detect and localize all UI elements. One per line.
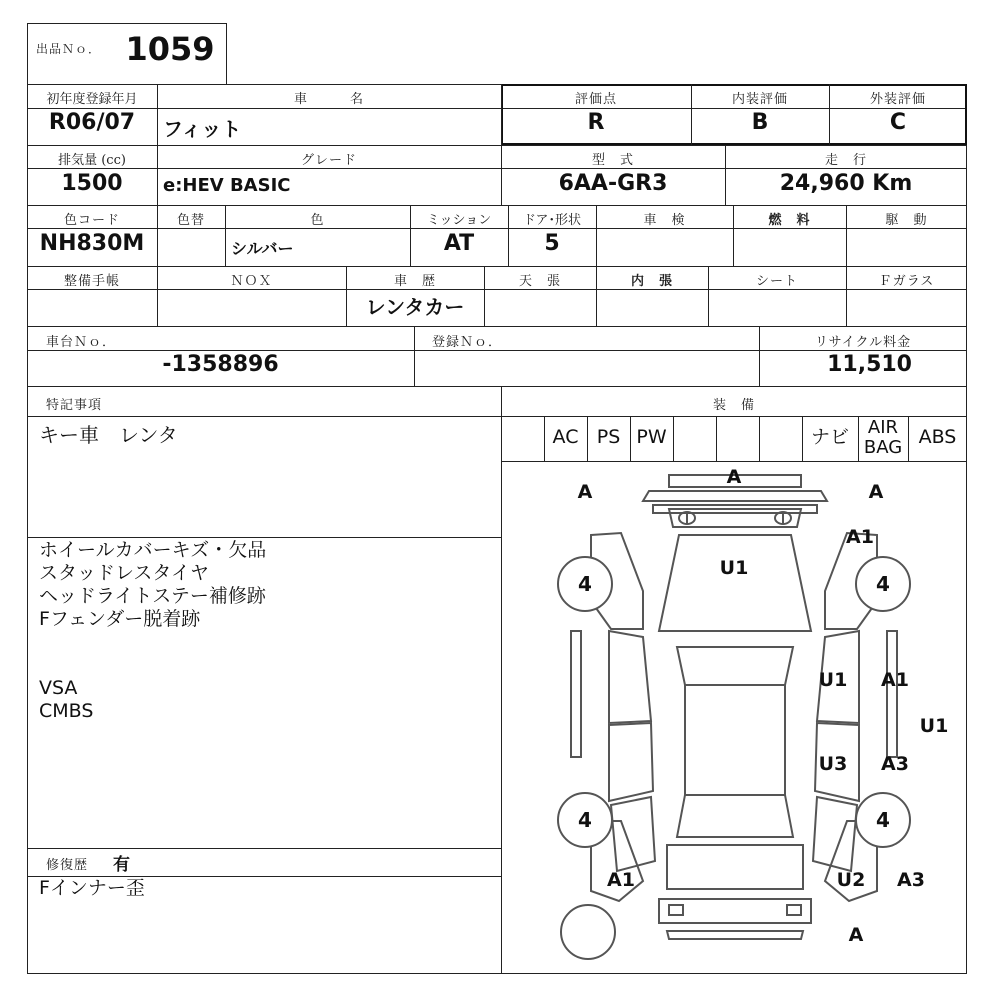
mark-right-fender: A1 xyxy=(846,526,874,548)
tire-front-right: 4 xyxy=(876,572,890,596)
mission-value: AT xyxy=(443,231,475,256)
reg-date-label: 初年度登録年月 xyxy=(46,92,138,107)
mark-rear-right-b: A3 xyxy=(897,869,925,891)
mark-front-top: A xyxy=(726,466,742,488)
mark-hood: U1 xyxy=(719,557,749,579)
exterior-score-label: 外装評価 xyxy=(869,92,926,107)
notes-line: Fフェンダー脱着跡 xyxy=(39,608,201,630)
history-value: レンタカー xyxy=(365,295,465,319)
model-value: 6AA-GR3 xyxy=(558,171,668,196)
seat-label: シート xyxy=(755,274,798,289)
displacement-value: 1500 xyxy=(61,171,123,196)
notes-line-1: キー車 レンタ xyxy=(39,423,178,447)
car-name-value: フィット xyxy=(163,117,242,141)
mark-rear-bottom: A xyxy=(848,924,864,946)
mark-rear-right-a: U2 xyxy=(836,869,866,891)
interior-score-value: B xyxy=(751,110,769,135)
reg-date-value: R06/07 xyxy=(48,110,136,135)
mark-right-rear-door-b: A3 xyxy=(881,753,909,775)
mark-front-left: A xyxy=(577,481,593,503)
repair-detail: Fインナー歪 xyxy=(39,877,145,899)
equipment-label: 装 備 xyxy=(712,398,755,413)
interior-score-label: 内装評価 xyxy=(731,92,788,107)
equipment-ps: PS xyxy=(596,426,621,448)
door-label: ドア･形状 xyxy=(522,213,582,228)
mark-front-right: A xyxy=(868,481,884,503)
notes-line: CMBS xyxy=(39,700,94,722)
chassis-value: -1358896 xyxy=(162,352,279,377)
mission-label: ミッション xyxy=(426,213,492,228)
car-name-label: 車 名 xyxy=(293,92,364,107)
displacement-label: 排気量 (cc) xyxy=(58,153,126,168)
history-label: 車 歴 xyxy=(393,274,436,289)
notes-line: VSA xyxy=(39,677,78,699)
equipment-pw: PW xyxy=(636,426,667,448)
lot-number: 1059 xyxy=(125,30,215,68)
registration-label: 登録Ｎｏ． xyxy=(432,335,503,350)
front-glass-label: Ｆガラス xyxy=(878,274,935,289)
color-code-value: NH830M xyxy=(39,231,145,256)
recycle-label: リサイクル料金 xyxy=(814,335,912,350)
grade-label: グレード xyxy=(300,153,357,168)
color-label: 色 xyxy=(310,213,325,228)
equipment-ac: AC xyxy=(552,426,579,448)
color-value: シルバー xyxy=(231,239,294,258)
maintenance-label: 整備手帳 xyxy=(63,274,120,289)
equipment-abs: ABS xyxy=(918,426,957,448)
chassis-label: 車台Ｎｏ． xyxy=(46,335,117,350)
color-change-label: 色替 xyxy=(176,213,205,228)
score-label: 評価点 xyxy=(574,92,617,107)
notes-line: スタッドレスタイヤ xyxy=(39,562,210,584)
mileage-label: 走 行 xyxy=(824,153,867,168)
drive-label: 駆 動 xyxy=(885,213,928,228)
mark-right-front-door-a: U1 xyxy=(818,669,848,691)
equipment-airbag: AIR BAG xyxy=(863,417,903,458)
door-value: 5 xyxy=(544,231,560,256)
fuel-label: 燃 料 xyxy=(768,213,811,228)
score-value: R xyxy=(587,110,605,135)
inspection-label: 車 検 xyxy=(643,213,686,228)
grade-value: e:HEV BASIC xyxy=(163,175,291,196)
color-code-label: 色コード xyxy=(63,213,120,228)
mark-right-mirror: U1 xyxy=(919,715,949,737)
mileage-value: 24,960 Km xyxy=(779,171,913,196)
equipment-navi: ナビ xyxy=(810,426,849,448)
tire-rear-right: 4 xyxy=(876,808,890,832)
mark-right-front-door-b: A1 xyxy=(881,669,909,691)
notes-label: 特記事項 xyxy=(46,398,103,413)
repair-label: 修復歴 xyxy=(46,858,89,873)
notes-line: ホイールカバーキズ・欠品 xyxy=(39,539,267,561)
repair-value: 有 xyxy=(113,855,130,875)
ceiling-label: 天 張 xyxy=(518,274,561,289)
recycle-value: 11,510 xyxy=(827,352,912,377)
exterior-score-value: C xyxy=(889,110,907,135)
car-diagram xyxy=(501,461,967,974)
mark-rear-left: A1 xyxy=(607,869,635,891)
nox-label: ＮＯＸ xyxy=(230,274,273,289)
model-label: 型 式 xyxy=(591,153,634,168)
tire-rear-left: 4 xyxy=(578,808,592,832)
mark-right-rear-door-a: U3 xyxy=(818,753,848,775)
notes-line: ヘッドライトステー補修跡 xyxy=(39,585,266,607)
interior-lining-label: 内 張 xyxy=(630,274,673,289)
lot-label: 出品Ｎｏ． xyxy=(36,42,102,56)
tire-front-left: 4 xyxy=(578,572,592,596)
